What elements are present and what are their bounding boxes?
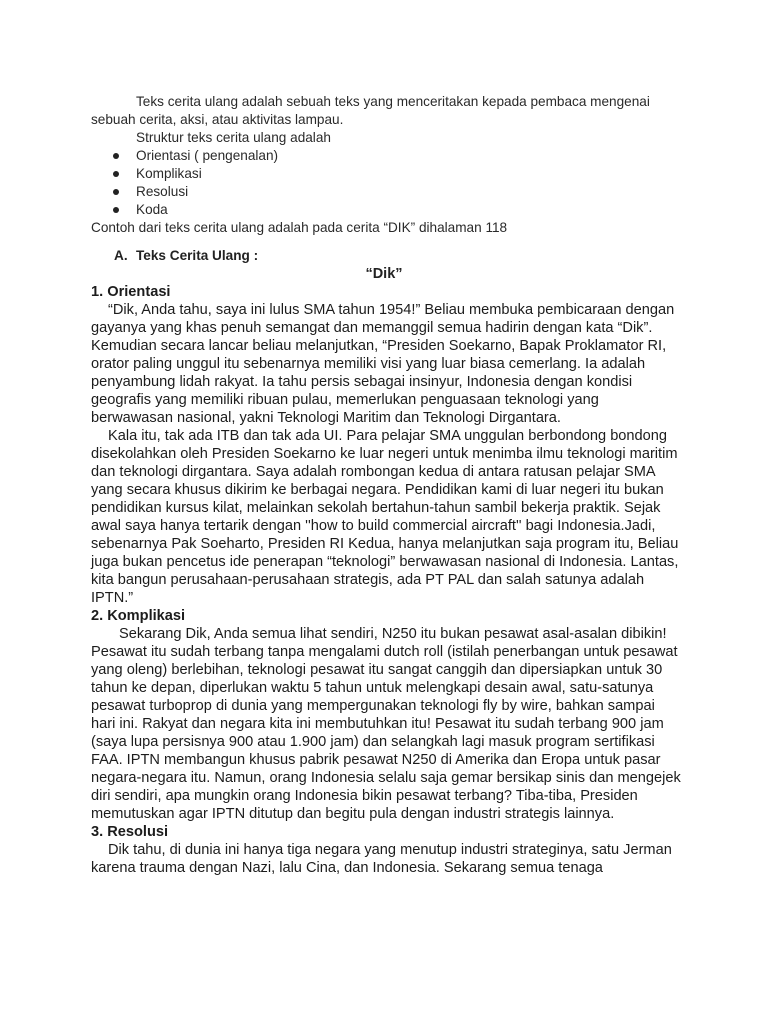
story-body [91,283,683,877]
structure-item-label: Orientasi ( pengenalan) [136,148,279,163]
orientasi-paragraph-2: Kala itu, tak ada ITB dan tak ada UI. Para pelajar SMA unggulan berbondong bondong disekolahkan oleh Presiden Soekarno ke luar negeri untuk menimba ilmu teknologi maritim dan teknologi dirgantara. Saya adalah rombongan kedua di antara ratusan pelajar SMA yang secara khusus dikirim ke berbagai negara. Pendidikan kami di luar negeri itu bukan pendidikan kursus kilat, melainkan sekolah bertahun-tahun sambil bekerja praktik. Sejak awal saya hanya tertarik dengan ''how to build commercial aircraft'' bagi Indonesia.Jadi, sebenarnya Pak Soeharto, Presiden RI Kedua, hanya melanjutkan saja program itu, Beliau juga bukan pencetus ide penerapan “teknologi” berwawasan nasional di Indonesia. Lantas, kita bangun perusahaan-perusahaan strategis, ada PT PAL dan salah satunya adalah IPTN.” [91,428,679,606]
resolusi-heading: 3. Resolusi [91,824,169,840]
section-a-heading [114,247,258,265]
structure-list-item [91,183,691,201]
structure-heading: Struktur teks cerita ulang adalah [136,130,331,145]
intro-block [91,93,691,237]
section-a-letter: A. [114,248,128,263]
structure-list-item [91,201,691,219]
orientasi-paragraph-1: “Dik, Anda tahu, saya ini lulus SMA tahun 1954!” Beliau membuka pembicaraan dengan gayanya yang khas penuh semangat dan memanggil semua hadirin dengan kata “Dik”. Kemudian secara lancar beliau melanjutkan, “Presiden Soekarno, Bapak Proklamator RI, orator paling unggul itu sebenarnya memiliki visi yang luar biasa cemerlang. Ia adalah penyambung lidah rakyat. Ia tahu persis sebagai insinyur, Indonesia dengan kondisi geografis yang memiliki ribuan pulau, memerlukan penguasaan teknologi yang berwawasan nasional, yakni Teknologi Maritim dan Teknologi Dirgantara. [91,302,675,426]
structure-item-label: Koda [136,202,168,217]
komplikasi-paragraph: Sekarang Dik, Anda semua lihat sendiri, N250 itu bukan pesawat asal-asalan dibikin! Pesawat itu sudah terbang tanpa mengalami dutch roll (istilah penerbangan untuk pesawat yang oleng) berlebihan, teknologi pesawat itu sangat canggih dan dipersiapkan untuk 30 tahun ke depan, diperlukan waktu 5 tahun untuk melengkapi desain awal, satu-satunya pesawat turboprop di dunia yang mempergunakan teknologi fly by wire, bahkan sampai hari ini. Rakyat dan negara kita ini membutuhkan itu! Pesawat itu sudah terbang 900 jam (saya lupa persisnya 900 atau 1.900 jam) dan selangkah lagi masuk program sertifikasi FAA. IPTN membangun khusus pabrik pesawat N250 di Amerika dan Eropa untuk pasar negara-negara itu. Namun, orang Indonesia selalu saja gemar bersikap sinis dan mengejek diri sendiri, apa mungkin orang Indonesia bikin pesawat terbang? Tiba-tiba, Presiden memutuskan agar IPTN ditutup dan begitu pula dengan industri strategis lainnya. [91,626,681,822]
bullet-icon [113,207,119,213]
section-a-label: Teks Cerita Ulang : [136,248,259,263]
structure-list-item [91,165,691,183]
structure-item-label: Resolusi [136,184,189,199]
komplikasi-heading: 2. Komplikasi [91,608,186,624]
example-note: Contoh dari teks cerita ulang adalah pada cerita “DIK” dihalaman 118 [91,220,508,235]
resolusi-paragraph: Dik tahu, di dunia ini hanya tiga negara yang menutup industri strateginya, satu Jerman karena trauma dengan Nazi, lalu Cina, dan Indonesia. Sekarang semua tenaga [91,842,672,876]
bullet-icon [113,189,119,195]
structure-item-label: Komplikasi [136,166,202,181]
story-title: “Dik” [365,266,403,282]
bullet-icon [113,153,119,159]
orientasi-heading: 1. Orientasi [91,284,171,300]
structure-list [91,147,691,219]
definition-paragraph: Teks cerita ulang adalah sebuah teks yang menceritakan kepada pembaca mengenai sebuah cerita, aksi, atau aktivitas lampau. [91,94,650,127]
bullet-icon [113,171,119,177]
structure-list-item [91,147,691,165]
